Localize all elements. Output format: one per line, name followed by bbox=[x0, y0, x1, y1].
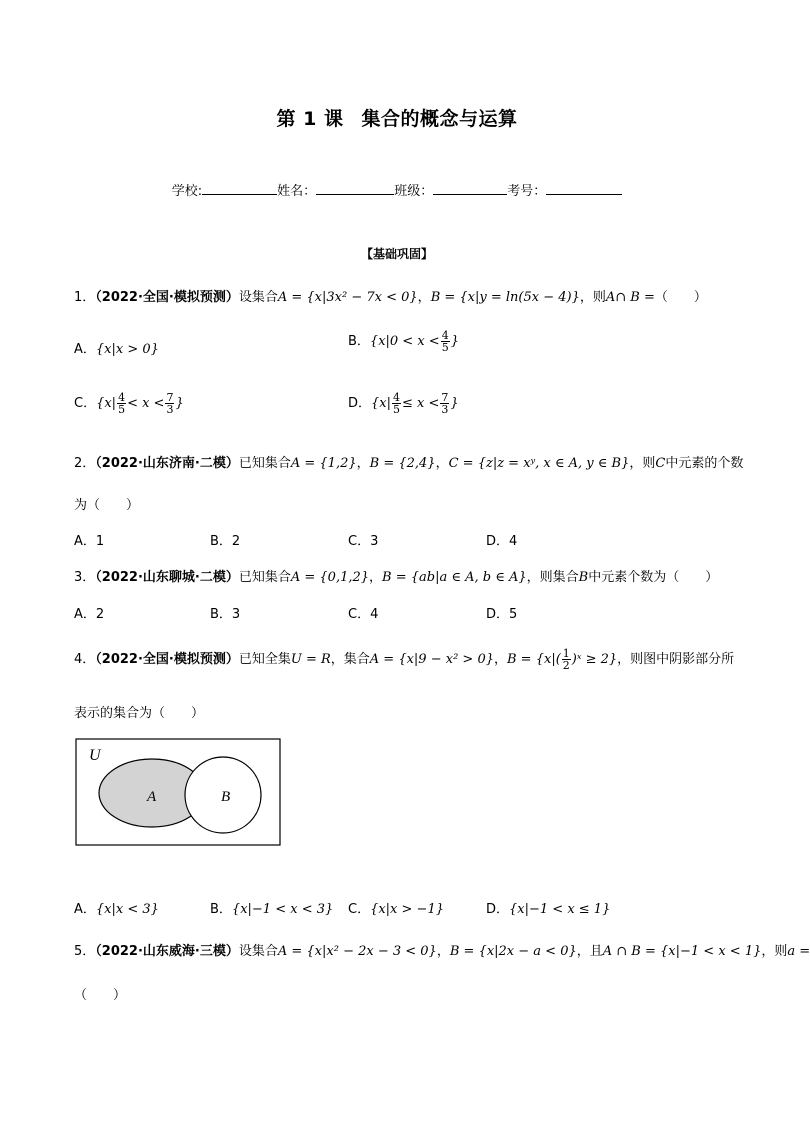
question-number: 5． bbox=[74, 944, 96, 959]
set-a: A = {0,1,2} bbox=[290, 570, 370, 585]
fraction bbox=[441, 330, 450, 353]
option-text: {x| bbox=[371, 396, 391, 411]
question-number: 2． bbox=[74, 456, 96, 471]
option-text: 2 bbox=[231, 534, 241, 549]
option-letter: A． bbox=[74, 342, 96, 357]
set-u: U = R bbox=[290, 652, 331, 667]
option-text: {x|x < 3} bbox=[95, 902, 159, 917]
fraction-num: 7 bbox=[166, 391, 174, 404]
set-a: A = {1,2} bbox=[290, 456, 357, 471]
option-text: } bbox=[450, 334, 459, 349]
universe-label: U bbox=[89, 747, 101, 764]
q4-option-c[interactable] bbox=[348, 898, 444, 917]
set-a: A = {x|x² − 2x − 3 < 0} bbox=[277, 944, 437, 959]
q1-option-d[interactable] bbox=[348, 392, 459, 415]
question-text: ，则 bbox=[761, 944, 788, 959]
question-2 bbox=[74, 452, 743, 471]
q1-option-a[interactable] bbox=[74, 338, 159, 357]
separator: ， bbox=[435, 456, 449, 471]
option-text: {x|−1 < x < 3} bbox=[231, 902, 334, 917]
q3-option-c[interactable] bbox=[348, 603, 378, 622]
fraction-num: 4 bbox=[393, 391, 400, 404]
question-text: ，集合 bbox=[330, 652, 370, 667]
fraction-num: 1 bbox=[562, 647, 570, 660]
option-text: } bbox=[450, 396, 459, 411]
separator: ， bbox=[436, 944, 450, 959]
question-text: 已知集合 bbox=[238, 570, 291, 585]
question-text: ，则 bbox=[579, 290, 606, 305]
q3-option-a[interactable] bbox=[74, 603, 104, 622]
question-source: （2022·全国·模拟预测） bbox=[95, 652, 239, 667]
question-text: 中元素的个数 bbox=[665, 456, 744, 471]
fraction-num: 7 bbox=[441, 391, 449, 404]
set-b: )ˣ ≥ 2} bbox=[571, 652, 618, 667]
option-text: 1 bbox=[95, 534, 105, 549]
variable: C bbox=[655, 456, 666, 471]
option-text: ≤ x < bbox=[402, 396, 440, 411]
class-blank[interactable] bbox=[433, 182, 507, 195]
question-text: 设集合 bbox=[238, 290, 278, 305]
fraction bbox=[392, 392, 401, 415]
option-text: 4 bbox=[509, 534, 518, 549]
fraction-den: 5 bbox=[393, 403, 400, 416]
option-text: {x|x > −1} bbox=[370, 902, 444, 917]
fraction bbox=[562, 648, 571, 671]
set-a: A = {x|3x² − 7x < 0} bbox=[277, 290, 418, 305]
option-text: } bbox=[175, 396, 184, 411]
school-label: 学校: bbox=[171, 184, 203, 199]
question-text: 设集合 bbox=[238, 944, 278, 959]
school-blank[interactable] bbox=[202, 182, 277, 195]
question-text: 已知集合 bbox=[238, 456, 291, 471]
q1-option-b[interactable] bbox=[348, 330, 459, 353]
fraction-den: 5 bbox=[441, 341, 449, 354]
question-text: ，且 bbox=[576, 944, 603, 959]
question-text: ，则集合 bbox=[526, 570, 579, 585]
q2-option-d[interactable] bbox=[486, 530, 517, 549]
separator: ， bbox=[417, 290, 431, 305]
set-a: A = {x|9 − x² > 0} bbox=[369, 652, 494, 667]
section-heading: 【基础巩固】 bbox=[360, 247, 433, 261]
name-label: 姓名： bbox=[277, 184, 317, 199]
option-text: 5 bbox=[509, 607, 518, 622]
question-number: 4． bbox=[74, 652, 96, 667]
separator: ， bbox=[493, 652, 507, 667]
name-blank[interactable] bbox=[316, 182, 394, 195]
fraction-num: 4 bbox=[118, 391, 126, 404]
question-text: ，则 bbox=[629, 456, 656, 471]
option-letter: B． bbox=[210, 534, 232, 549]
option-text: 4 bbox=[370, 607, 379, 622]
set-a-label: A bbox=[147, 789, 157, 805]
separator: ， bbox=[356, 456, 370, 471]
venn-diagram bbox=[75, 738, 281, 846]
option-letter: D． bbox=[486, 534, 510, 549]
q2-option-c[interactable] bbox=[348, 530, 378, 549]
option-letter: D． bbox=[348, 396, 372, 411]
option-letter: B． bbox=[210, 607, 232, 622]
set-c: C = {z|z = xʸ, x ∈ A, y ∈ B} bbox=[448, 456, 630, 471]
q3-option-b[interactable] bbox=[210, 603, 240, 622]
option-text: 3 bbox=[231, 607, 241, 622]
fraction-den: 3 bbox=[441, 403, 449, 416]
question-2-line-2: 为（ ） bbox=[74, 498, 140, 513]
option-text: 2 bbox=[95, 607, 105, 622]
question-5 bbox=[74, 940, 810, 959]
set-b-label: B bbox=[221, 789, 231, 805]
question-4 bbox=[74, 648, 734, 671]
fraction bbox=[440, 392, 449, 415]
question-5-line-2: （ ） bbox=[74, 988, 127, 1003]
option-letter: C． bbox=[348, 534, 371, 549]
option-letter: A． bbox=[74, 607, 96, 622]
fraction bbox=[117, 392, 126, 415]
q2-option-a[interactable] bbox=[74, 530, 104, 549]
fraction-den: 3 bbox=[166, 403, 174, 416]
student-info-line bbox=[0, 180, 794, 199]
question-source: （2022·山东聊城·二模） bbox=[95, 570, 239, 585]
class-label: 班级： bbox=[394, 184, 434, 199]
fraction-den: 5 bbox=[118, 403, 126, 416]
set-b: B = {x|y = ln(5x − 4)} bbox=[430, 290, 580, 305]
q1-option-c[interactable] bbox=[74, 392, 184, 415]
set-b: B = {x|2x − a < 0} bbox=[449, 944, 577, 959]
page-title bbox=[0, 104, 794, 131]
exam-no-label: 考号： bbox=[507, 184, 547, 199]
variable: B bbox=[578, 570, 589, 585]
option-letter: C． bbox=[348, 607, 371, 622]
question-text: ，则图中阴影部分所 bbox=[617, 652, 735, 667]
q4-option-b[interactable] bbox=[210, 898, 333, 917]
fraction bbox=[165, 392, 174, 415]
question-number: 1． bbox=[74, 290, 96, 305]
question-source: （2022·全国·模拟预测） bbox=[95, 290, 239, 305]
option-text: {x|−1 < x ≤ 1} bbox=[509, 902, 611, 917]
question-3 bbox=[74, 566, 718, 585]
q4-option-d[interactable] bbox=[486, 898, 610, 917]
option-letter: C． bbox=[348, 902, 371, 917]
question-1 bbox=[74, 286, 707, 305]
option-letter: A． bbox=[74, 534, 96, 549]
question-source: （2022·山东济南·二模） bbox=[95, 456, 239, 471]
option-letter: C． bbox=[74, 396, 97, 411]
q2-option-b[interactable] bbox=[210, 530, 240, 549]
set-b: B = {x|( bbox=[507, 652, 561, 667]
question-source: （2022·山东威海·三模） bbox=[95, 944, 239, 959]
option-text: < x < bbox=[127, 396, 165, 411]
option-text: {x|0 < x < bbox=[369, 334, 440, 349]
expression: A∩ B = bbox=[605, 290, 655, 305]
option-letter: B． bbox=[210, 902, 232, 917]
option-text: 3 bbox=[370, 534, 379, 549]
set-b: B = {ab|a ∈ A, b ∈ A} bbox=[382, 570, 527, 585]
question-4-line-2: 表示的集合为（ ） bbox=[74, 706, 205, 721]
variable: a = bbox=[787, 944, 810, 959]
separator: ， bbox=[369, 570, 383, 585]
set-b: B = {2,4} bbox=[369, 456, 436, 471]
answer-bracket: （ ） bbox=[654, 290, 707, 305]
q3-option-d[interactable] bbox=[486, 603, 517, 622]
exam-no-blank[interactable] bbox=[546, 182, 622, 195]
option-letter: B． bbox=[348, 334, 370, 349]
fraction-num: 4 bbox=[441, 329, 449, 342]
question-text: 已知全集 bbox=[238, 652, 291, 667]
lesson-number: 第 1 课 bbox=[276, 108, 344, 130]
option-letter: D． bbox=[486, 902, 510, 917]
lesson-topic: 集合的概念与运算 bbox=[361, 108, 518, 130]
question-number: 3． bbox=[74, 570, 96, 585]
option-text: {x|x > 0} bbox=[95, 342, 159, 357]
fraction-den: 2 bbox=[562, 659, 570, 672]
condition: A ∩ B = {x|−1 < x < 1} bbox=[602, 944, 762, 959]
option-text: {x| bbox=[96, 396, 117, 411]
question-text: 中元素个数为（ ） bbox=[588, 570, 719, 585]
option-letter: A． bbox=[74, 902, 96, 917]
q4-option-a[interactable] bbox=[74, 898, 159, 917]
option-letter: D． bbox=[486, 607, 510, 622]
